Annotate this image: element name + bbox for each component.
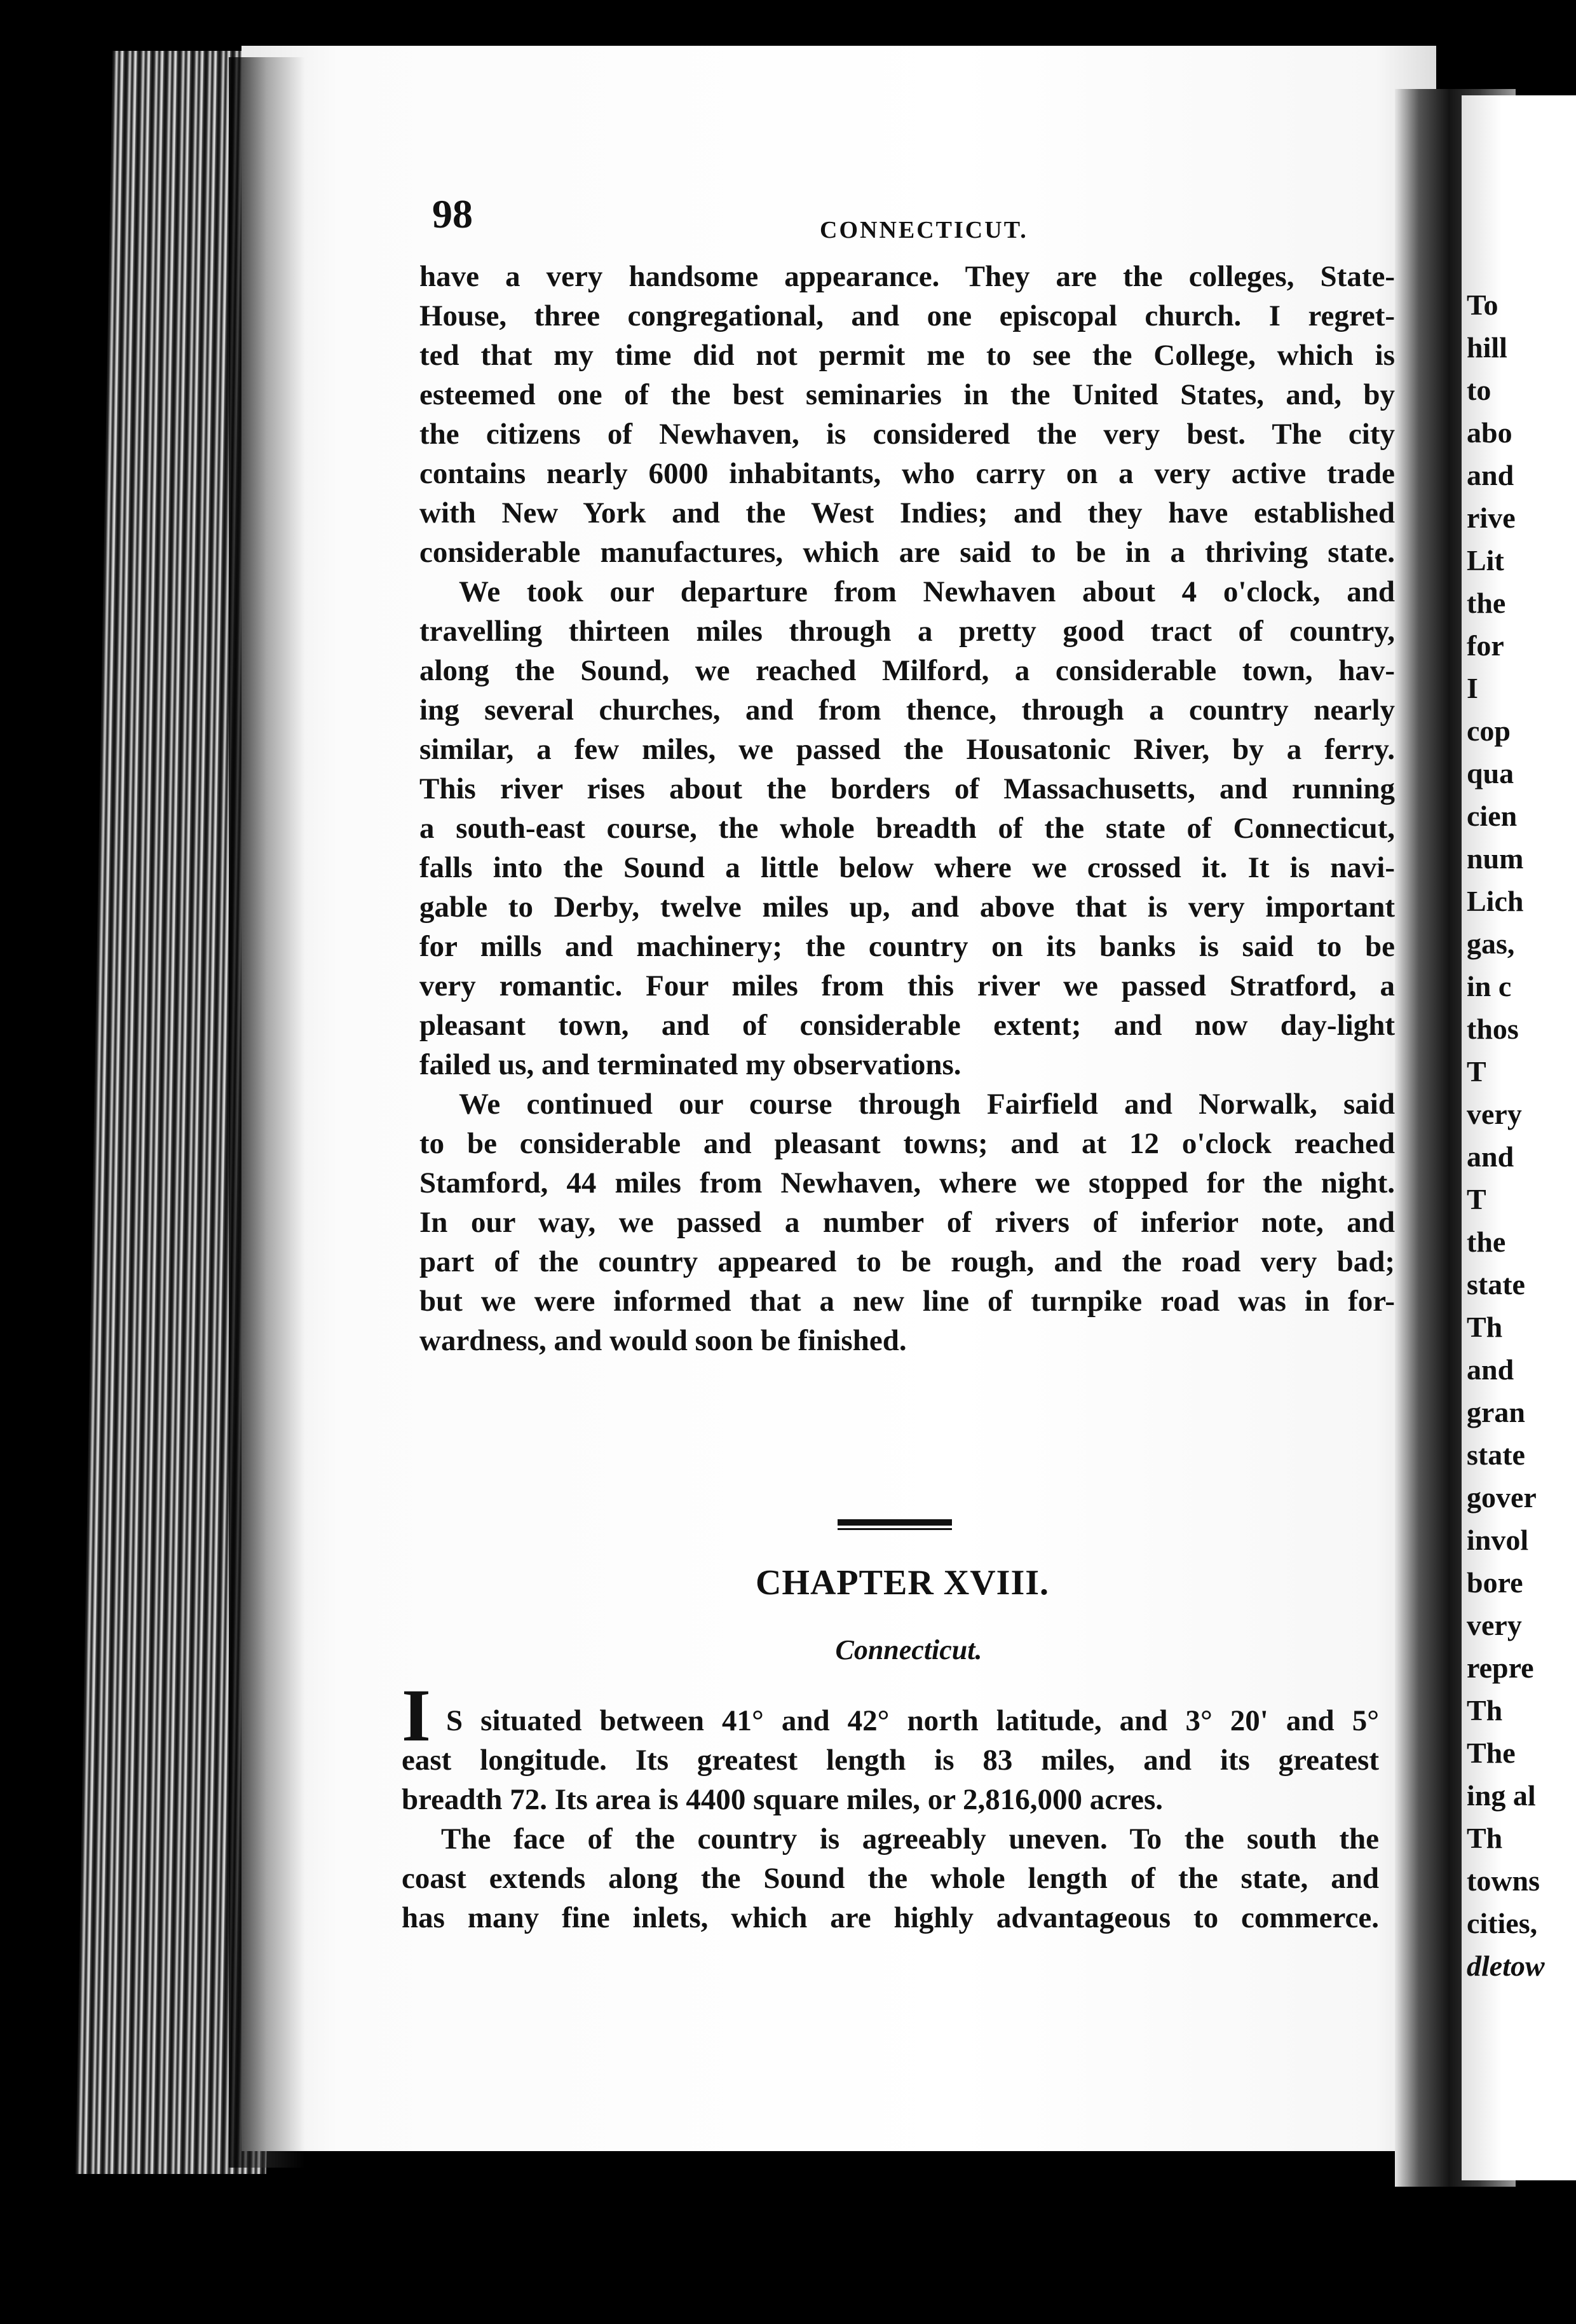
body-text xyxy=(419,257,1395,1360)
adjacent-page-fragment: Lit xyxy=(1467,544,1504,577)
adjacent-page-fragment: T xyxy=(1467,1055,1486,1088)
text-line: We took our departure from Newhaven about 4 o'clock, and xyxy=(459,575,1395,608)
adjacent-page-fragment: thos xyxy=(1467,1013,1519,1045)
text-line: wardness, and would soon be finished. xyxy=(419,1324,907,1357)
text-line: ted that my time did not permit me to see the College, which is xyxy=(419,339,1395,372)
chapter-rule-thin xyxy=(838,1528,952,1530)
adjacent-page-fragment: the xyxy=(1467,587,1506,619)
adjacent-page-fragment: rive xyxy=(1467,502,1516,534)
adjacent-page-fragment: and xyxy=(1467,459,1514,491)
adjacent-page-fragment: abo xyxy=(1467,416,1512,449)
adjacent-page-fragment: qua xyxy=(1467,757,1514,789)
adjacent-page-fragment: bore xyxy=(1467,1566,1523,1599)
adjacent-page-fragment: very xyxy=(1467,1609,1522,1641)
adjacent-page-fragment: The xyxy=(1467,1737,1516,1769)
gutter-shadow xyxy=(229,57,305,2168)
text-line: along the Sound, we reached Milford, a considerable town, hav- xyxy=(419,654,1395,687)
adjacent-page-fragment: cien xyxy=(1467,800,1518,832)
adjacent-page-fragment: state xyxy=(1467,1268,1525,1301)
adjacent-page-fragment: ing al xyxy=(1467,1779,1536,1812)
adjacent-page-fragment: very xyxy=(1467,1098,1522,1130)
adjacent-page-fragment: the xyxy=(1467,1226,1506,1258)
text-line: We continued our course through Fairfield and Norwalk, said xyxy=(459,1088,1395,1121)
text-line: The face of the country is agreeably uneven. To the south the xyxy=(441,1822,1379,1856)
adjacent-page-fragment: hill xyxy=(1467,331,1507,364)
adjacent-page-fragment: and xyxy=(1467,1140,1514,1173)
text-line: esteemed one of the best seminaries in the United States, and, by xyxy=(419,378,1395,411)
text-line: have a very handsome appearance. They are the colleges, State- xyxy=(419,260,1395,293)
adjacent-page-fragment: I xyxy=(1467,672,1478,704)
adjacent-page-fragment: Lich xyxy=(1467,885,1524,917)
page-number: 98 xyxy=(432,191,473,236)
text-line: falls into the Sound a little below where we crossed it. It is navi- xyxy=(419,851,1395,884)
text-line: east longitude. Its greatest length is 83 miles, and its greatest xyxy=(402,1744,1379,1777)
text-line: In our way, we passed a number of rivers of inferior note, and xyxy=(419,1206,1395,1239)
adjacent-page-fragment: dletow xyxy=(1467,1950,1545,1982)
text-line: the citizens of Newhaven, is considered the very best. The city xyxy=(419,418,1395,451)
adjacent-page-fragment: in c xyxy=(1467,970,1512,1002)
adjacent-page-fragment: Th xyxy=(1467,1311,1503,1343)
adjacent-page-fragment: Th xyxy=(1467,1694,1503,1726)
text-line: House, three congregational, and one episcopal church. I regret- xyxy=(419,299,1395,332)
adjacent-page-fragment: num xyxy=(1467,842,1524,875)
chapter-rule xyxy=(838,1519,952,1526)
adjacent-page-fragment: and xyxy=(1467,1353,1514,1386)
text-line: similar, a few miles, we passed the Housatonic River, by a ferry. xyxy=(419,733,1395,766)
running-head: CONNECTICUT. xyxy=(820,217,1028,243)
adjacent-page-fragment: for xyxy=(1467,629,1504,662)
adjacent-page-fragment: cop xyxy=(1467,714,1511,747)
text-line: but we were informed that a new line of turnpike road was in for- xyxy=(419,1285,1395,1318)
adjacent-page-fragment: cities, xyxy=(1467,1907,1538,1939)
text-line: with New York and the West Indies; and they have established xyxy=(419,496,1395,530)
adjacent-page-fragment: T xyxy=(1467,1183,1486,1215)
text-line: ing several churches, and from thence, through a country nearly xyxy=(419,694,1395,727)
adjacent-page-fragment: to xyxy=(1467,374,1491,406)
text-line: to be considerable and pleasant towns; and at 12 o'clock reached xyxy=(419,1127,1395,1160)
chapter-subtitle: Connecticut. xyxy=(835,1634,982,1665)
text-line: This river rises about the borders of Massachusetts, and running xyxy=(419,772,1395,805)
text-line: gable to Derby, twelve miles up, and above that is very important xyxy=(419,891,1395,924)
adjacent-page-fragment: gover xyxy=(1467,1481,1537,1514)
adjacent-page-fragment: towns xyxy=(1467,1864,1540,1897)
text-line: Stamford, 44 miles from Newhaven, where we stopped for the night. xyxy=(419,1166,1395,1200)
text-line: part of the country appeared to be rough, and the road very bad; xyxy=(419,1245,1395,1278)
text-line: coast extends along the Sound the whole length of the state, and xyxy=(402,1862,1379,1895)
text-line: for mills and machinery; the country on its banks is said to be xyxy=(419,930,1395,963)
text-line: breadth 72. Its area is 4400 square miles, or 2,816,000 acres. xyxy=(402,1783,1164,1816)
text-line: has many fine inlets, which are highly advantageous to commerce. xyxy=(402,1901,1379,1934)
chapter-title: CHAPTER XVIII. xyxy=(755,1563,1050,1603)
text-line: failed us, and terminated my observations. xyxy=(419,1048,961,1081)
adjacent-page-fragment: Th xyxy=(1467,1822,1503,1854)
adjacent-page-fragment: gran xyxy=(1467,1396,1525,1428)
text-line: considerable manufactures, which are said to be in a thriving state. xyxy=(419,536,1395,569)
text-line: contains nearly 6000 inhabitants, who carry on a very active trade xyxy=(419,457,1395,490)
text-line: a south-east course, the whole breadth of the state of Connecticut, xyxy=(419,812,1395,845)
adjacent-page-fragment: gas, xyxy=(1467,927,1515,960)
adjacent-page-fragment: repre xyxy=(1467,1651,1534,1684)
adjacent-page-fragment: invol xyxy=(1467,1524,1529,1556)
adjacent-page xyxy=(1462,95,1576,2180)
adjacent-page-fragment: state xyxy=(1467,1439,1525,1471)
chapter-body xyxy=(402,1701,1379,1938)
drop-cap: I xyxy=(402,1674,431,1757)
text-line: travelling thirteen miles through a pretty good tract of country, xyxy=(419,615,1395,648)
adjacent-page-fragment: To xyxy=(1467,289,1498,321)
text-line: very romantic. Four miles from this river we passed Stratford, a xyxy=(419,969,1395,1002)
text-line: pleasant town, and of considerable extent; and now day-light xyxy=(419,1009,1395,1042)
text-line: S situated between 41° and 42° north latitude, and 3° 20' and 5° xyxy=(446,1704,1379,1737)
